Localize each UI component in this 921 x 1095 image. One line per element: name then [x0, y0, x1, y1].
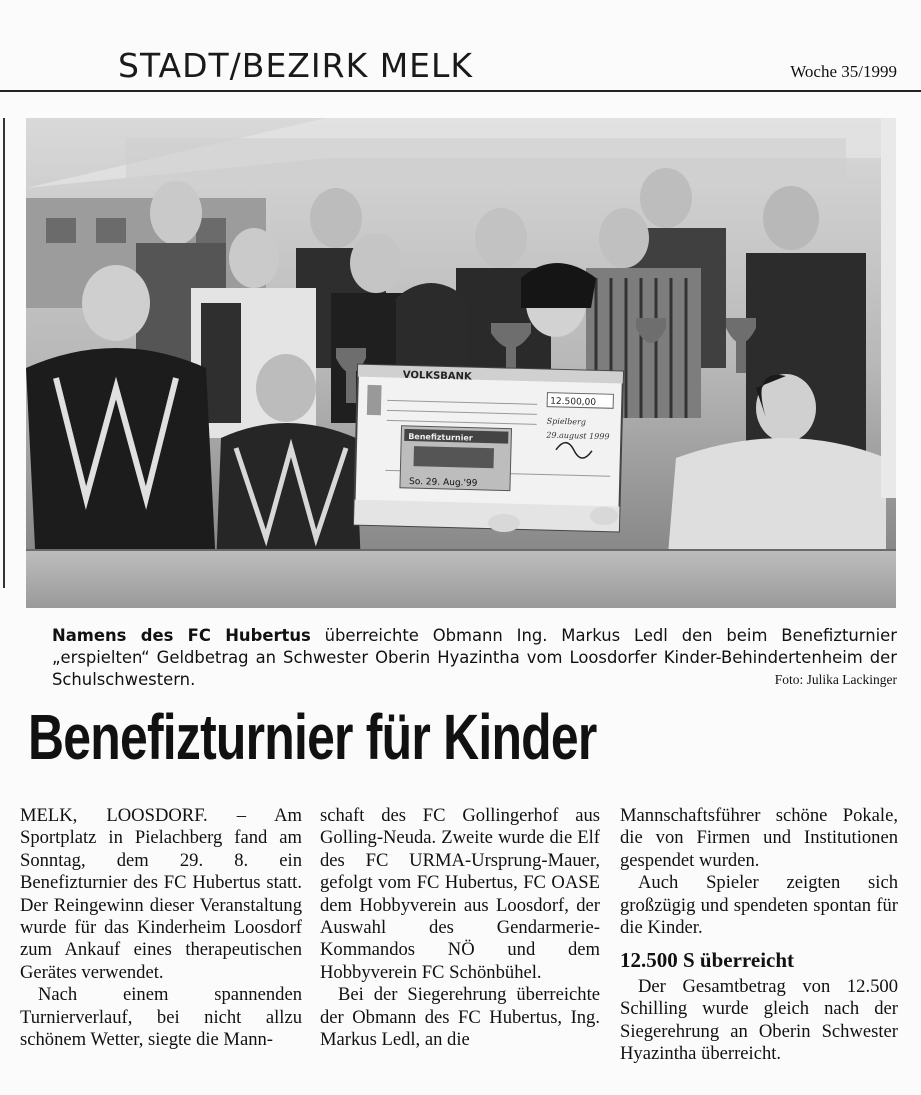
article-paragraph: Bei der Siegerehrung überreichte der Obmann des FC Hubertus, Ing. Markus Ledl, an die: [320, 984, 600, 1051]
article-paragraph: Nach einem spannenden Turnierverlauf, bei nicht allzu schönem Wetter, siegte die Mann-: [20, 984, 302, 1051]
caption-lead: Namens des FC Hubertus: [52, 626, 311, 645]
check-place: Spielberg: [546, 416, 587, 427]
article-column-1: [20, 805, 302, 1051]
article-paragraph: MELK, LOOSDORF. – Am Sportplatz in Pielachberg fand am Sonntag, dem 29. 8. ein Benefizturnier des FC Hubertus statt. Der Reingewinn dieser Veranstaltung wurde für das Kinderheim Loosdorf zum Ankauf eines therapeutischen Gerätes verwendet.: [20, 805, 302, 983]
article-paragraph: Mannschaftsführer schöne Pokale, die von Firmen und Institutionen gespendet wurden.: [620, 805, 898, 871]
check-amount: 12.500,00: [550, 396, 597, 408]
section-title: STADT/BEZIRK MELK: [118, 46, 474, 85]
article-paragraph: Auch Spieler zeigten sich großzügig und spendeten spontan für die Kinder.: [620, 872, 898, 939]
article-subhead: 12.500 S überreicht: [620, 948, 795, 973]
article-column-3: [620, 805, 898, 1065]
header-rule: [0, 90, 921, 92]
check-stamp-date: So. 29. Aug.'99: [408, 476, 478, 489]
photo-credit: Foto: Julika Lackinger: [774, 672, 897, 687]
article-column-2: [320, 805, 600, 1051]
check-date: 29.august 1999: [546, 430, 610, 442]
caption-text: überreichte Obmann Ing. Markus Ledl den beim Benefizturnier „erspielten“ Geldbetrag an Schwester Oberin Hyazintha vom Loosdorfer Kinder-Behindertenheim der Schulschwestern.: [52, 626, 897, 689]
margin-mark: [0, 118, 5, 588]
article-paragraph: Der Gesamtbetrag von 12.500 Schilling wurde gleich nach der Siegerehrung an Oberin Schwester Hyazintha überreicht.: [620, 975, 898, 1065]
photo-illustration: [26, 118, 896, 608]
check-stamp-title: Benefizturnier: [408, 431, 473, 443]
article-headline: Benefizturnier für Kinder: [28, 701, 597, 773]
check-bank: VOLKSBANK: [402, 369, 472, 383]
photo-caption: [52, 625, 897, 691]
article-paragraph: schaft des FC Gollingerhof aus Golling-Neuda. Zweite wurde die Elf des FC URMA-Ursprung-Mauer, gefolgt vom FC Hubertus, FC OASE dem Hobbyverein aus Loosdorf, der Auswahl des Gendarmerie-Kommandos NÖ und dem Hobbyverein FC Schönbühel.: [320, 805, 600, 983]
issue-number: Woche 35/1999: [790, 62, 897, 81]
team-photo: [26, 118, 896, 608]
